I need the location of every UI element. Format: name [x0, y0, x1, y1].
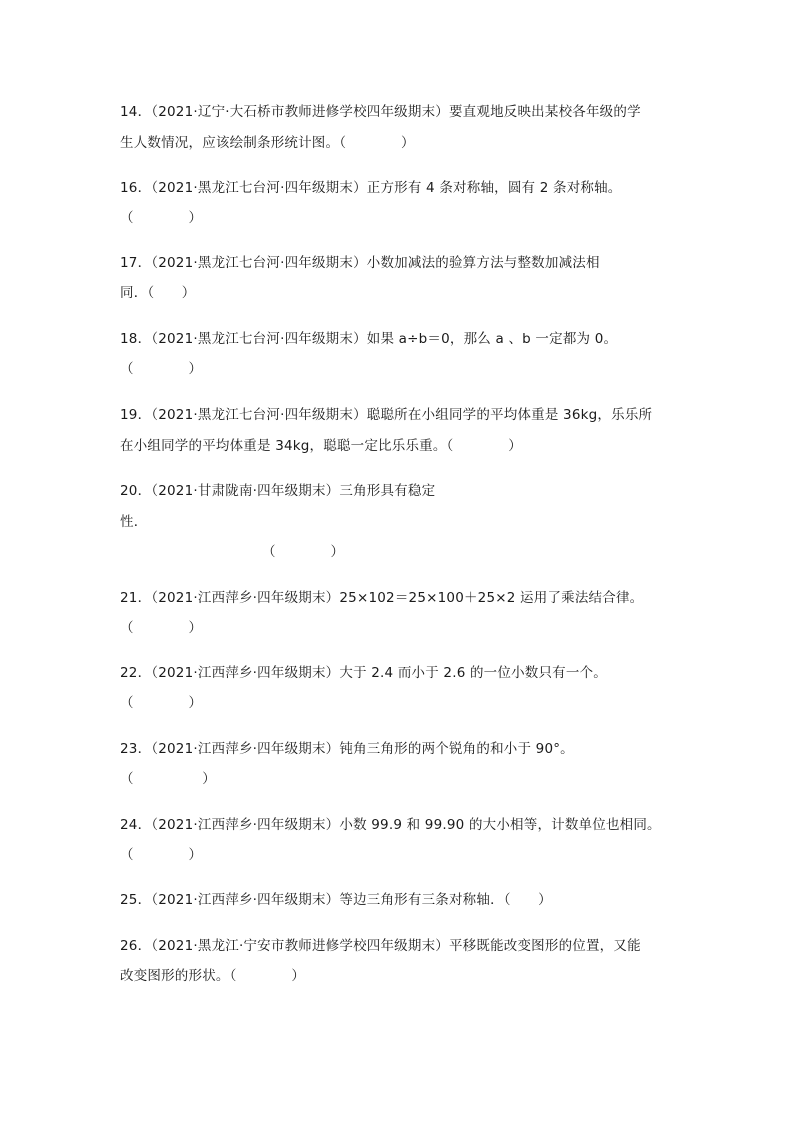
question-24-line-1: 24．（2021·江西萍乡·四年级期末）小数 99.9 和 99.90 的大小相等，计数单位也相同。 — [120, 817, 661, 833]
question-21-line-1: 21．（2021·江西萍乡·四年级期末）25×102＝25×100＋25×2 运用了乘法结合律。 — [120, 590, 644, 606]
question-14-line-1: 14．（2021·辽宁·大石桥市教师进修学校四年级期末）要直观地反映出某校各年级的学 — [120, 104, 641, 120]
question-18-line-1: 18．（2021·黑龙江七台河·四年级期末）如果 a÷b＝0，那么 a 、b 一定都为 0。 — [120, 331, 618, 347]
question-26-line-2: 改变图形的形状。（ ） — [120, 968, 306, 984]
question-16-line-1: 16．（2021·黑龙江七台河·四年级期末）正方形有 4 条对称轴，圆有 2 条对称轴。 — [120, 180, 622, 196]
question-18-answer-blank: （ ） — [120, 361, 203, 377]
question-23-answer-blank: （ ） — [120, 771, 216, 787]
question-20-line-1: 20．（2021·甘肃陇南·四年级期末）三角形具有稳定 — [120, 483, 436, 499]
question-19-line-2: 在小组同学的平均体重是 34kg，聪聪一定比乐乐重。（ ） — [120, 438, 523, 454]
question-16-answer-blank: （ ） — [120, 210, 203, 226]
question-17-line-2: 同．（ ） — [120, 285, 196, 301]
question-14-line-2: 生人数情况，应该绘制条形统计图。（ ） — [120, 135, 415, 151]
question-24-answer-blank: （ ） — [120, 847, 203, 863]
question-22-line-1: 22．（2021·江西萍乡·四年级期末）大于 2.4 而小于 2.6 的一位小数只有一个。 — [120, 665, 607, 681]
question-23-line-1: 23．（2021·江西萍乡·四年级期末）钝角三角形的两个锐角的和小于 90°。 — [120, 741, 574, 757]
question-26-line-1: 26．（2021·黑龙江·宁安市教师进修学校四年级期末）平移既能改变图形的位置，又能 — [120, 938, 641, 954]
question-20-line-2: 性． — [120, 514, 148, 530]
question-19-line-1: 19．（2021·黑龙江七台河·四年级期末）聪聪所在小组同学的平均体重是 36kg，乐乐所 — [120, 407, 653, 423]
question-25-line-1: 25．（2021·江西萍乡·四年级期末）等边三角形有三条对称轴．（ ） — [120, 892, 552, 908]
question-21-answer-blank: （ ） — [120, 620, 203, 636]
question-22-answer-blank: （ ） — [120, 695, 203, 711]
question-17-line-1: 17．（2021·黑龙江七台河·四年级期末）小数加减法的验算方法与整数加减法相 — [120, 255, 600, 271]
question-20-answer-blank: （ ） — [262, 544, 345, 560]
